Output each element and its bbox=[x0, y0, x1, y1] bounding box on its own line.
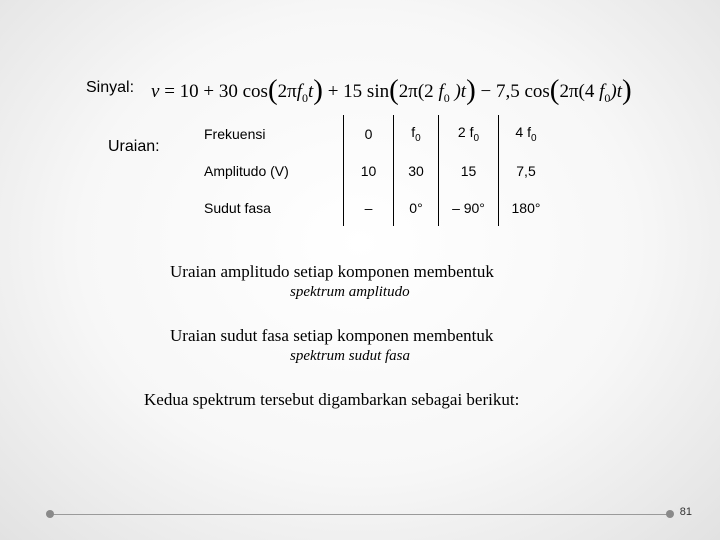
footer-left-dot bbox=[46, 510, 54, 518]
table-cell: 0° bbox=[394, 189, 439, 226]
table-cell: – 90° bbox=[439, 189, 499, 226]
table-cell: 30 bbox=[394, 152, 439, 189]
formula-paren: ) bbox=[313, 74, 323, 106]
table-cell: 10 bbox=[344, 152, 394, 189]
table-cell: $f_0$ bbox=[394, 115, 439, 152]
formula-eq: = 10 + 30 cos bbox=[159, 81, 268, 102]
paragraph-line: Uraian amplitudo setiap komponen membentuk bbox=[170, 262, 494, 281]
table-cell: 4 $f_0$ bbox=[515, 123, 537, 144]
table-cell: 2 $f_0$ bbox=[439, 115, 499, 152]
formula-subscript: 0 bbox=[302, 90, 308, 105]
formula-subscript: 0 bbox=[443, 90, 450, 105]
formula-term: )t bbox=[449, 81, 467, 102]
row-label: Sudut fasa bbox=[192, 189, 344, 226]
formula-paren: ( bbox=[549, 74, 560, 106]
formula-lhs: v bbox=[151, 81, 160, 102]
formula-term: 2π(4 bbox=[559, 81, 600, 102]
paragraph-line: Uraian sudut fasa setiap komponen membentuk bbox=[170, 326, 494, 345]
formula-term: f bbox=[296, 81, 302, 102]
paragraph-kedua-spektrum bbox=[144, 390, 519, 410]
paragraph-emphasis: spektrum sudut fasa bbox=[290, 348, 410, 364]
table-cell: 15 bbox=[439, 152, 499, 189]
footer-right-dot bbox=[666, 510, 674, 518]
formula-mid: − 7,5 cos bbox=[475, 81, 550, 102]
page-number: 81 bbox=[679, 506, 692, 518]
paragraph-sudut-fasa bbox=[170, 326, 493, 365]
table-cell: – bbox=[344, 189, 394, 226]
signal-formula bbox=[151, 70, 632, 116]
formula-paren: ( bbox=[267, 74, 278, 106]
paragraph-amplitudo bbox=[170, 262, 494, 301]
formula-paren: ) bbox=[622, 74, 632, 106]
table-cell: 7,5 bbox=[516, 162, 536, 179]
formula-term: t bbox=[308, 81, 314, 102]
table-row bbox=[192, 152, 553, 189]
formula-paren: ( bbox=[389, 74, 399, 106]
formula-term: f bbox=[599, 81, 605, 102]
footer-divider bbox=[50, 514, 670, 515]
row-label: Amplitudo (V) bbox=[192, 152, 344, 189]
table-cell: 0 bbox=[344, 115, 394, 152]
table-row bbox=[192, 189, 553, 226]
formula-term: f bbox=[438, 81, 444, 102]
paragraph-line: Kedua spektrum tersebut digambarkan sebagai berikut: bbox=[144, 390, 520, 409]
table-cell: 180° bbox=[511, 199, 541, 216]
sinyal-label: Sinyal: bbox=[86, 79, 135, 96]
formula-term: 2π bbox=[277, 81, 297, 102]
formula-subscript: 0 bbox=[604, 90, 611, 105]
uraian-table bbox=[192, 115, 553, 226]
formula-mid: + 15 sin bbox=[322, 81, 390, 102]
paragraph-emphasis: spektrum amplitudo bbox=[290, 284, 410, 300]
formula-paren: ) bbox=[466, 74, 476, 106]
uraian-label: Uraian: bbox=[108, 138, 160, 155]
table-row bbox=[192, 115, 553, 152]
row-label: Frekuensi bbox=[192, 115, 344, 152]
formula-term: )t bbox=[610, 81, 623, 102]
formula-term: 2π(2 bbox=[398, 81, 439, 102]
